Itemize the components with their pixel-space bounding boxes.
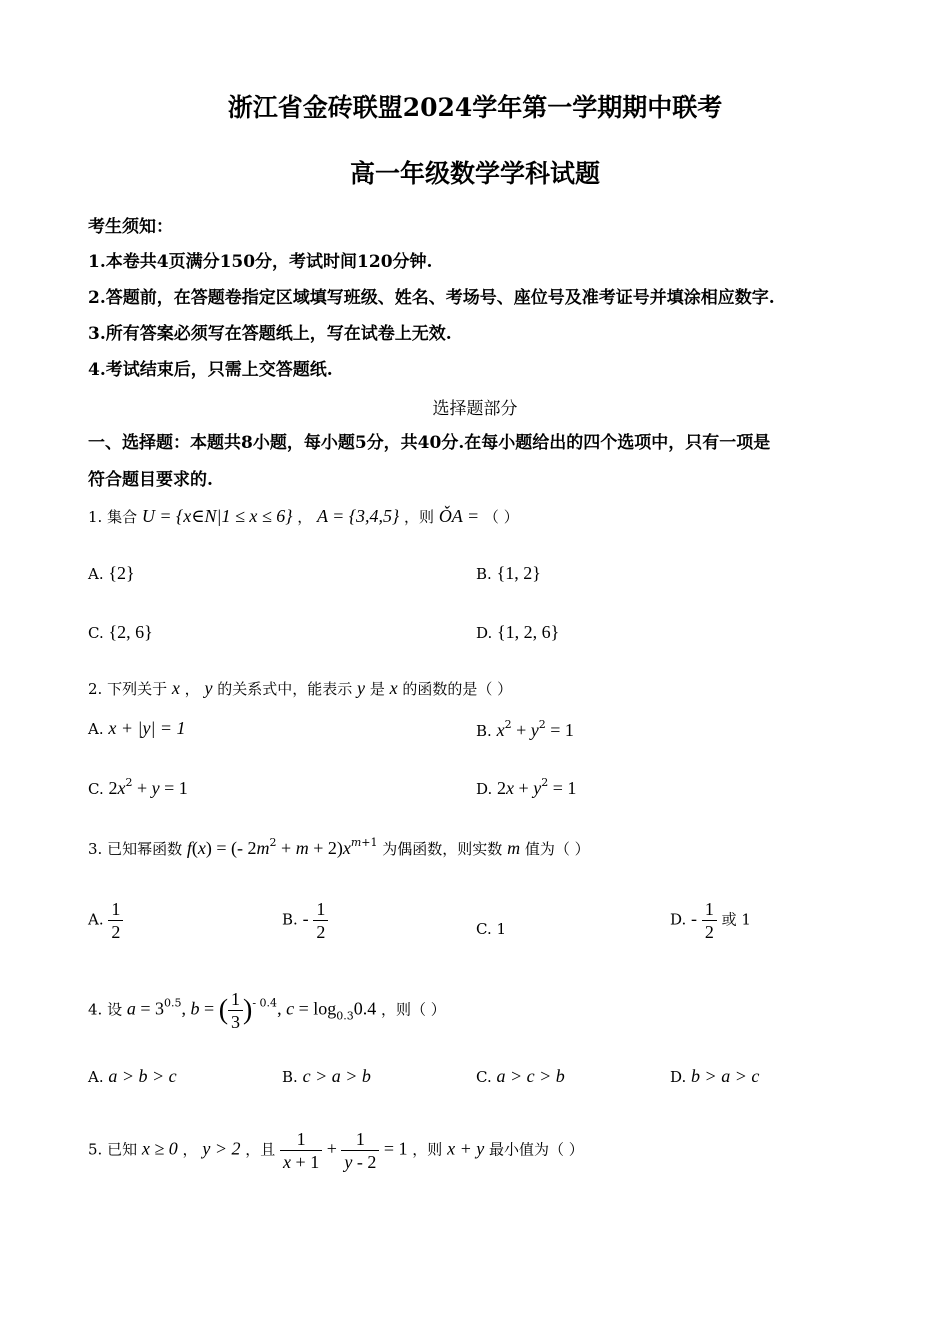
q4-option-b: B. c > a > b <box>282 1066 371 1086</box>
set-u: U = {x∈N|1 ≤ x ≤ 6} <box>141 506 293 526</box>
q4-option-c: C. a > c > b <box>476 1066 565 1086</box>
q1-option-b: B. {1, 2} <box>476 563 541 583</box>
notice-item-2: 2.答题前，在答题卷指定区域填写班级、姓名、考场号、座位号及准考证号并填涂相应数字. <box>88 288 775 308</box>
q2-option-a: A. x + |y| = 1 <box>88 718 186 738</box>
q3-option-d: D. - $\frac{1}{2}$ 或 1 <box>670 899 751 942</box>
question-4: 4. 设 $a = 3^{0.5}$, b = ( $\frac{1}{3}$ )$^{- 0.4}$, $c = \log_{0.3}0.4$ ，则（ ） <box>88 989 446 1032</box>
section-intro-1: 一、选择题：本题共8小题，每小题5分，共40分.在每小题给出的四个选项中，只有一项是 <box>88 433 771 453</box>
q4-option-a: A. a > b > c <box>88 1066 177 1086</box>
question-2: 2. 下列关于 x ， y 的关系式中，能表示 y 是 x 的函数的是（ ） <box>88 678 513 698</box>
question-1: 1. 集合 U = {x∈N|1 ≤ x ≤ 6} ， A = {3,4,5} ，则 ǑA = （ ） <box>88 506 519 526</box>
q1-option-d: D. {1, 2, 6} <box>476 622 560 642</box>
section-heading: 选择题部分 <box>432 399 518 419</box>
q1-option-a: A. {2} <box>88 563 135 583</box>
question-3: 3. 已知幂函数 f(x) = (- $2m^2 + m + 2)x^{m+1}$ 为偶函数，则实数 m 值为（ ） <box>88 836 590 858</box>
notice-item-3: 3.所有答案必须写在答题纸上，写在试卷上无效. <box>88 324 452 344</box>
q1-option-c: C. {2, 6} <box>88 622 153 642</box>
q3-option-b: B. - $\frac{1}{2}$ <box>282 898 328 943</box>
q2-option-c: C. $2x^2 + y = 1$ <box>88 776 188 798</box>
exam-title: 浙江省金砖联盟2024学年第一学期期中联考 <box>227 93 723 122</box>
q4-option-d: D. b > a > c <box>670 1066 760 1086</box>
question-5: 5. 已知 x ≥ 0 ， y > 2 ，且 $\frac{1}{x + 1}$ + $\frac{1}{y - 2}$ = 1 ，则 x + y 最小值为（ ） <box>88 1129 584 1172</box>
section-intro-2: 符合题目要求的. <box>88 470 213 490</box>
set-a: A = {3,4,5} <box>317 506 400 526</box>
complement-expr: ǑA = <box>438 506 480 526</box>
notice-item-1: 1.本卷共4页满分150分，考试时间120分钟. <box>88 252 433 272</box>
q2-option-d: D. $2x + y^2 = 1$ <box>476 776 577 798</box>
exam-subtitle: 高一年级数学学科试题 <box>349 159 600 188</box>
q2-option-b: B. $x^2 + y^2 = 1$ <box>476 718 574 740</box>
q3-option-c: C. 1 <box>476 920 507 938</box>
notice-item-4: 4.考试结束后，只需上交答题纸. <box>88 360 333 380</box>
q3-option-a: A. $\frac{1}{2}$ <box>88 898 123 943</box>
notice-heading: 考生须知： <box>88 217 173 237</box>
